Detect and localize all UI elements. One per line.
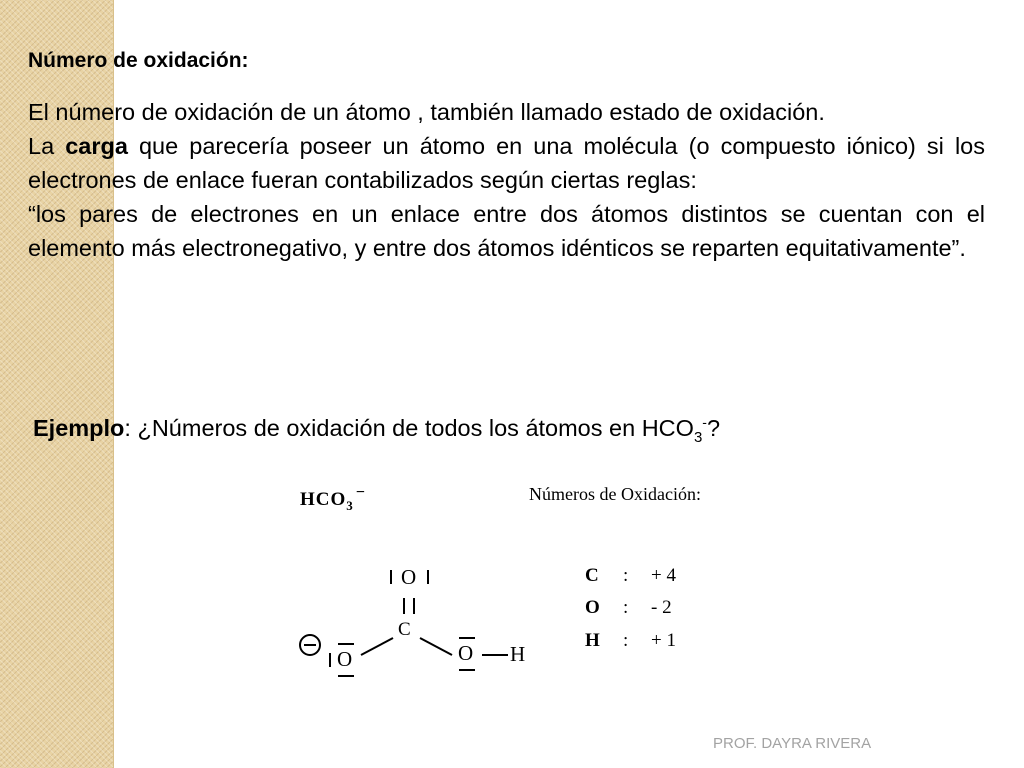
row-value: + 1 [651,630,676,651]
oxidation-numbers-title: Números de Oxidación: [529,484,701,504]
paragraph-definition: El número de oxidación de un átomo , también llamado estado de oxidación. [28,99,825,125]
oxidation-row-carbon [585,565,676,587]
example-colon: : [124,415,138,441]
paragraph-charge [28,129,985,197]
footer-author: PROF. DAYRA RIVERA [713,735,872,752]
atom-oxygen-top: O [401,565,417,589]
oxidation-row-oxygen [585,597,672,619]
example-question-text: ¿Números de oxidación de todos los átomos en HCO [137,415,694,441]
atom-carbon: C [398,619,411,640]
row-separator: : [623,597,629,618]
example-question-end: ? [706,415,721,441]
charge-keyword: carga [65,133,128,159]
example-subscript: 3 [693,429,703,446]
bond-carbon-oxygen-left [361,638,393,655]
paragraph-charge-rest: que parecería poseer un átomo en una molécula (o compuesto iónico) si los electrones de enlace fueran contabilizados según ciertas reglas: [28,133,985,193]
atom-oxygen-left: O [337,647,353,671]
formula-subscript: 3 [346,498,354,513]
row-separator: : [623,565,629,586]
oxidation-row-hydrogen [585,630,676,652]
slide-body [28,44,985,265]
row-value: + 4 [651,565,676,586]
row-value: - 2 [651,597,672,618]
paragraph-charge-start: La [28,133,66,159]
paragraph-rule-quote: “los pares de electrones en un enlace entre dos átomos distintos se cuentan con el elemento más electronegativo, y entre dos átomos idénticos se reparten equitativamente”. [28,201,985,261]
bond-carbon-oxygen-right [420,638,452,655]
row-separator: : [623,630,629,651]
bicarbonate-formula [300,484,366,514]
row-element: O [585,597,600,618]
atom-hydrogen: H [510,642,526,666]
example-label: Ejemplo [33,415,125,441]
formula-main: HCO [300,489,347,510]
example-superscript: - [702,414,707,430]
row-element: C [585,565,599,586]
formula-charge: − [355,484,366,501]
slide-heading: Número de oxidación: [28,49,249,72]
atom-oxygen-right: O [458,641,474,665]
row-element: H [585,630,600,651]
example-question [33,405,720,455]
negative-charge-circle [300,635,320,655]
